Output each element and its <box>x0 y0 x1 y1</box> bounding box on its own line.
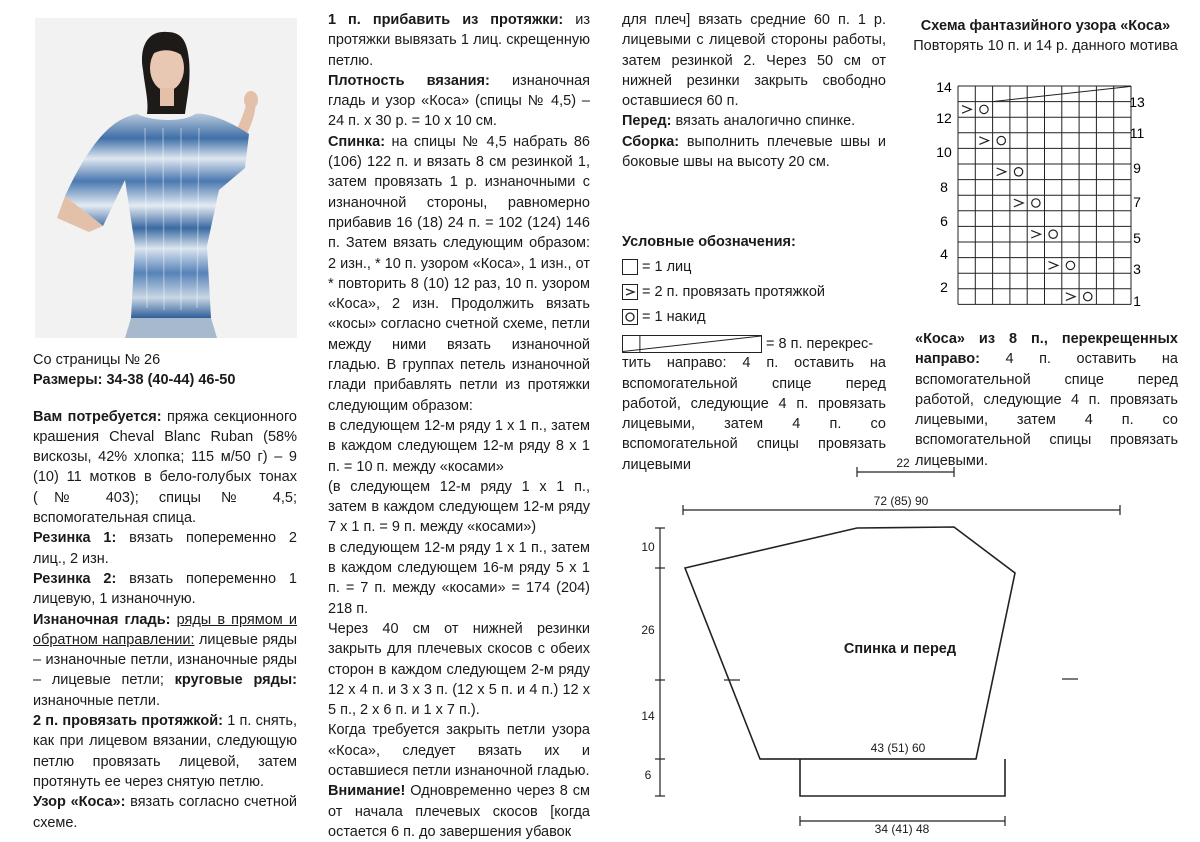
legend-cable-text-b: тить направо: 4 п. оставить на вспомогательной спице перед работой, следующие 4 п. провязать лицевыми, затем 4 п. со вспомогательной спицы провязать лицевыми <box>622 355 886 473</box>
chart-symbols <box>962 86 1131 300</box>
source-line: Со страницы № 26 <box>33 352 161 368</box>
sizes-line: Размеры: 34-38 (40-44) 46-50 <box>33 372 236 389</box>
assembly-text: выполнить плечевые швы и боковые швы на высоту 20 см. <box>622 133 886 171</box>
legend-row-yarnover <box>622 304 886 329</box>
garment-schematic <box>620 450 1200 840</box>
rib-height-label: 6 <box>644 768 652 782</box>
materials-label: Вам потребуется: <box>33 408 162 425</box>
row-label: 4 <box>940 246 948 262</box>
legend-title: Условные обозначения: <box>622 234 796 250</box>
schematic-title: Спинка и перед <box>843 641 957 657</box>
row-label: 11 <box>1129 125 1145 141</box>
chart-cable-label: «Коса» из 8 п., перекрещенных направо: <box>915 331 1178 368</box>
cable-text: вязать согласно счетной схеме. <box>33 794 297 831</box>
rib2-label: Резинка 2: <box>33 570 117 587</box>
rib-width-label: 34 (41) 48 <box>874 822 930 836</box>
cable-label: Узор «Коса»: <box>33 794 126 811</box>
gauge-text: изнаночная гладь и узор «Коса» (спицы № 4,5) – 24 п. х 30 р. = 10 х 10 см. <box>328 72 590 130</box>
cable-close-paragraph: Когда требуется закрыть петли узора «Коса», следует вязать их и оставшиеся петли изнаночной гладью. <box>328 722 590 779</box>
k2tog-mark <box>997 168 1006 176</box>
rib2-text: вязать попеременно 1 лицевую, 1 изнаночную. <box>33 570 297 608</box>
rib1-paragraph <box>33 528 297 569</box>
back-paragraph <box>328 132 590 416</box>
knit-together-paragraph <box>33 711 297 792</box>
model-photo <box>35 18 297 338</box>
increase-step-1: в следующем 12-м ряду 1 х 1 п., затем в каждом следующем 12-м ряду 8 х 1 п. = 10 п. между «косами» <box>328 417 590 475</box>
legend-cable-text-a: = 8 п. перекрес- <box>766 335 874 352</box>
front-paragraph <box>622 111 886 131</box>
chart-right-labels <box>1129 94 1145 309</box>
k2tog-symbol-icon <box>622 284 638 300</box>
yarnover-mark <box>1032 199 1040 207</box>
legend-k2tog-text: = 2 п. провязать протяжкой <box>642 283 826 300</box>
legend <box>622 232 886 475</box>
chart-subtitle: Повторять 10 п. и 14 р. данного мотива <box>913 38 1178 54</box>
row-label: 6 <box>940 213 948 229</box>
row-label: 13 <box>1129 94 1145 110</box>
lower-height-label: 14 <box>641 709 655 723</box>
back-text: на спицы № 4,5 набрать 86 (106) 122 п. и вязать 8 см резинкой 1, затем провязать 1 р. изнаночными с изнаночной стороны, равномерно прибавив 16 (18) 24 п. = 102 (124) 146 п. Затем вязать следующим образом: 2 изн., * 10 п. узором «Коса», 1 изн., от * повторить 8 (10) 12 раз, 10 п. узором «Коса», 2 изн. Продолжить вязать «косы» согласно счетной схеме, петли между ними вязать изнаночной гладью. В группах петель изнаночной глади прибавлять петли из протяжки следующим образом: <box>328 133 590 414</box>
reverse-stitch-text1: лицевые ряды – изнаночные петли, изнаночные ряды – лицевые петли; <box>33 631 297 689</box>
knit-together-text: 1 п. снять, как при лицевом вязании, следующую петлю провязать лицевой, затем протянуть ее через снятую петлю. <box>33 713 297 790</box>
column-intro <box>33 350 297 833</box>
gauge-paragraph <box>328 71 590 132</box>
increase-text: из протяжки вывязать 1 лиц. скрещенную петлю. <box>328 12 590 69</box>
cable-paragraph <box>33 792 297 833</box>
reverse-stitch-label: Изнаночная гладь: <box>33 611 171 628</box>
k2tog-mark <box>1049 262 1058 270</box>
upper-height-label: 26 <box>641 623 655 637</box>
attention-paragraph <box>328 781 590 842</box>
row-label: 3 <box>1133 261 1141 277</box>
row-label: 8 <box>940 179 948 195</box>
chart-title: Схема фантазийного узора «Коса» <box>920 18 1171 34</box>
yarnover-mark <box>1014 168 1022 176</box>
yarnover-mark <box>1084 292 1092 300</box>
chart-cable-text: 4 п. оставить на вспомогательной спице перед работой, следующие 4 п. провязать лицевыми, затем 4 п. со вспомогательной спицы провязать лицевыми. <box>915 351 1178 469</box>
rib1-label: Резинка 1: <box>33 530 117 547</box>
increase-paragraph <box>328 10 590 71</box>
yarnover-symbol-icon <box>622 309 638 325</box>
legend-yarnover-text: = 1 накид <box>642 308 706 325</box>
attention-text: Одновременно через 8 см от начала плечевых скосов [когда остается 6 п. до завершения убавок <box>328 783 590 840</box>
neck-width-label: 22 <box>896 456 910 470</box>
reverse-stitch-round-label: круговые ряды: <box>174 672 298 689</box>
k2tog-mark <box>1031 230 1040 238</box>
column-finishing <box>622 10 886 172</box>
knit-symbol-icon <box>622 259 638 275</box>
materials-text: пряжа секционного крашения Cheval Blanc Ruban (58% вискозы, 42% хлопка; 115 м/50 г) – 9 (10) 11 мотков в бело-голубых тонах (№ 403); спицы № 4,5; вспомогательная спица. <box>33 408 297 527</box>
legend-row-k2tog <box>622 279 886 304</box>
row-label: 10 <box>936 144 952 160</box>
yarnover-mark <box>1066 261 1074 269</box>
row-label: 5 <box>1133 230 1141 246</box>
chart-header <box>908 16 1183 56</box>
hem-width-label: 43 (51) 60 <box>870 741 926 755</box>
chart-grid <box>958 86 1131 304</box>
yarnover-mark <box>980 105 988 113</box>
shoulder-paragraph: Через 40 см от нижней резинки закрыть для плечевых скосов с обеих сторон в каждом следующем 2-м ряду 12 х 4 п. и 3 х 3 п. (12 х 5 п. и 4 п.) 12 х 5 п., 2 х 6 п. и 1 х 7 п.). <box>328 620 590 719</box>
assembly-label: Сборка: <box>622 133 680 150</box>
row-label: 1 <box>1133 293 1141 309</box>
top-width-label: 72 (85) 90 <box>873 494 929 508</box>
increase-step-2: (в следующем 12-м ряду 1 х 1 п., затем в каждом следующем 12-м ряду 7 х 1 п. = 9 п. между «косами») <box>328 478 590 536</box>
assembly-paragraph <box>622 132 886 173</box>
legend-row-knit <box>622 254 886 279</box>
materials-paragraph <box>33 407 297 529</box>
rib-outline <box>800 759 1005 796</box>
gauge-label: Плотность вязания: <box>328 72 490 89</box>
reverse-stitch-text2: изнаночные петли. <box>33 692 160 709</box>
front-text: вязать аналогично спинке. <box>671 113 856 130</box>
row-label: 9 <box>1133 160 1141 176</box>
front-label: Перед: <box>622 113 672 130</box>
yarnover-mark <box>1049 230 1057 238</box>
reverse-stitch-underlined: ряды в прямом и обратном направлении: <box>33 611 297 648</box>
legend-knit-text: = 1 лиц <box>642 258 692 275</box>
increase-step-3: в следующем 12-м ряду 1 х 1 п., затем в каждом следующем 16-м ряду 5 х 1 п. = 7 п. между «косами» = 174 (204) 218 п. <box>328 539 590 617</box>
shoulder-height-label: 10 <box>641 540 655 554</box>
attention-label: Внимание! <box>328 783 406 800</box>
back-label: Спинка: <box>328 133 386 150</box>
k2tog-mark <box>962 106 971 114</box>
cable-symbol-icon <box>622 335 762 353</box>
column-instructions <box>328 10 590 842</box>
yarnover-mark <box>997 136 1005 144</box>
k2tog-mark <box>979 137 988 145</box>
row-label: 7 <box>1133 194 1141 210</box>
neck-paragraph: для плеч] вязать средние 60 п. 1 р. лицевыми с лицевой стороны работы, затем резинкой 2. Через 50 см от нижней резинки закрыть свободно оставшиеся 60 п. <box>622 12 886 110</box>
stitch-chart <box>928 72 1148 322</box>
rib2-paragraph <box>33 569 297 610</box>
reverse-stitch-paragraph <box>33 610 297 711</box>
chart-left-labels <box>936 79 952 295</box>
knit-together-label: 2 п. провязать протяжкой: <box>33 713 223 730</box>
row-label: 14 <box>936 79 952 95</box>
rib1-text: вязать попеременно 2 лиц., 2 изн. <box>33 530 297 567</box>
k2tog-mark <box>1066 293 1075 301</box>
k2tog-mark <box>1014 199 1023 207</box>
row-label: 2 <box>940 279 948 295</box>
increase-label: 1 п. прибавить из протяжки: <box>328 12 564 28</box>
row-label: 12 <box>936 110 952 126</box>
